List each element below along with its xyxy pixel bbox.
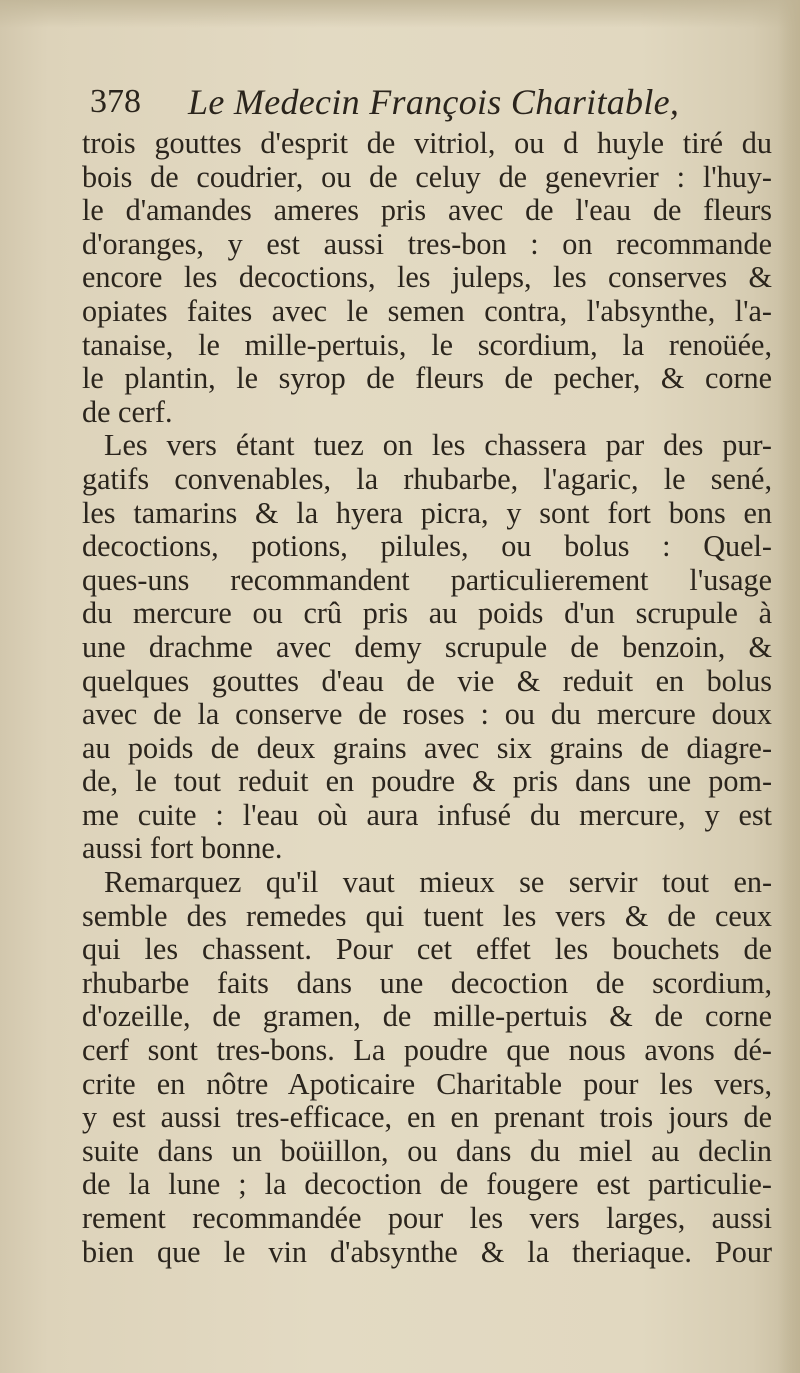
text-line: d'ozeille, de gramen, de mille-pertuis & de corne xyxy=(82,1000,772,1034)
text-line: une drachme avec demy scrupule de benzoin, & xyxy=(82,630,772,664)
text-line: le d'amandes ameres pris avec de l'eau de fleurs xyxy=(82,194,772,228)
text-line: de, le tout reduit en poudre & pris dans une pom- xyxy=(82,765,772,799)
text-line: opiates faites avec le semen contra, l'absynthe, l'a- xyxy=(82,294,772,328)
text-line: trois gouttes d'esprit de vitriol, ou d huyle tiré du xyxy=(82,127,772,160)
text-line: semble des remedes qui tuent les vers & de ceux xyxy=(82,899,772,933)
text-line: me cuite : l'eau où aura infusé du mercure, y est xyxy=(82,798,772,832)
text-line: cerf sont tres-bons. La poudre que nous avons dé- xyxy=(82,1034,772,1068)
text-line: le plantin, le syrop de fleurs de pecher, & corne xyxy=(82,362,772,396)
text-line: ques-uns recommandent particulierement l'usage xyxy=(82,563,772,597)
text-line: aussi fort bonne. xyxy=(82,832,283,866)
paragraph-start-line: Les vers étant tuez on les chassera par des pur- xyxy=(104,429,772,463)
text-line: rement recommandée pour les vers larges, aussi xyxy=(82,1202,772,1235)
page-number: 378 xyxy=(90,83,141,120)
text-line: qui les chassent. Pour cet effet les bouchets de xyxy=(82,933,772,967)
text-line: decoctions, potions, pilules, ou bolus : Quel- xyxy=(82,530,772,564)
text-line: au poids de deux grains avec six grains de diagre- xyxy=(82,731,772,765)
body-text xyxy=(82,127,772,1269)
text-line: y est aussi tres-efficace, en en prenant trois jours de xyxy=(82,1101,772,1135)
text-line: quelques gouttes d'eau de vie & reduit en bolus xyxy=(82,664,772,698)
text-line: du mercure ou crû pris au poids d'un scrupule à xyxy=(82,597,772,631)
text-line: bien que le vin d'absynthe & la theriaque. Pour xyxy=(82,1235,772,1269)
text-line: de la lune ; la decoction de fougere est particulie- xyxy=(82,1168,772,1202)
running-title: Le Medecin François Charitable, xyxy=(188,82,680,122)
page-header xyxy=(90,78,730,126)
text-line: de cerf. xyxy=(82,395,173,429)
text-line: avec de la conserve de roses : ou du mercure doux xyxy=(82,698,772,732)
text-line: les tamarins & la hyera picra, y sont fort bons en xyxy=(82,496,772,530)
text-line: gatifs convenables, la rhubarbe, l'agaric, le sené, xyxy=(82,462,772,496)
text-line: crite en nôtre Apoticaire Charitable pour les vers, xyxy=(82,1067,772,1101)
paragraph-start-line: Remarquez qu'il vaut mieux se servir tout en- xyxy=(104,866,772,900)
text-line: suite dans un boüillon, ou dans du miel au declin xyxy=(82,1134,772,1168)
text-line: rhubarbe faits dans une decoction de scordium, xyxy=(82,966,772,1000)
text-line: tanaise, le mille-pertuis, le scordium, la renoüée, xyxy=(82,328,772,362)
text-line: bois de coudrier, ou de celuy de genevrier : l'huy- xyxy=(82,160,772,194)
text-line: encore les decoctions, les juleps, les conserves & xyxy=(82,261,772,295)
text-line: d'oranges, y est aussi tres-bon : on recommande xyxy=(82,227,772,261)
